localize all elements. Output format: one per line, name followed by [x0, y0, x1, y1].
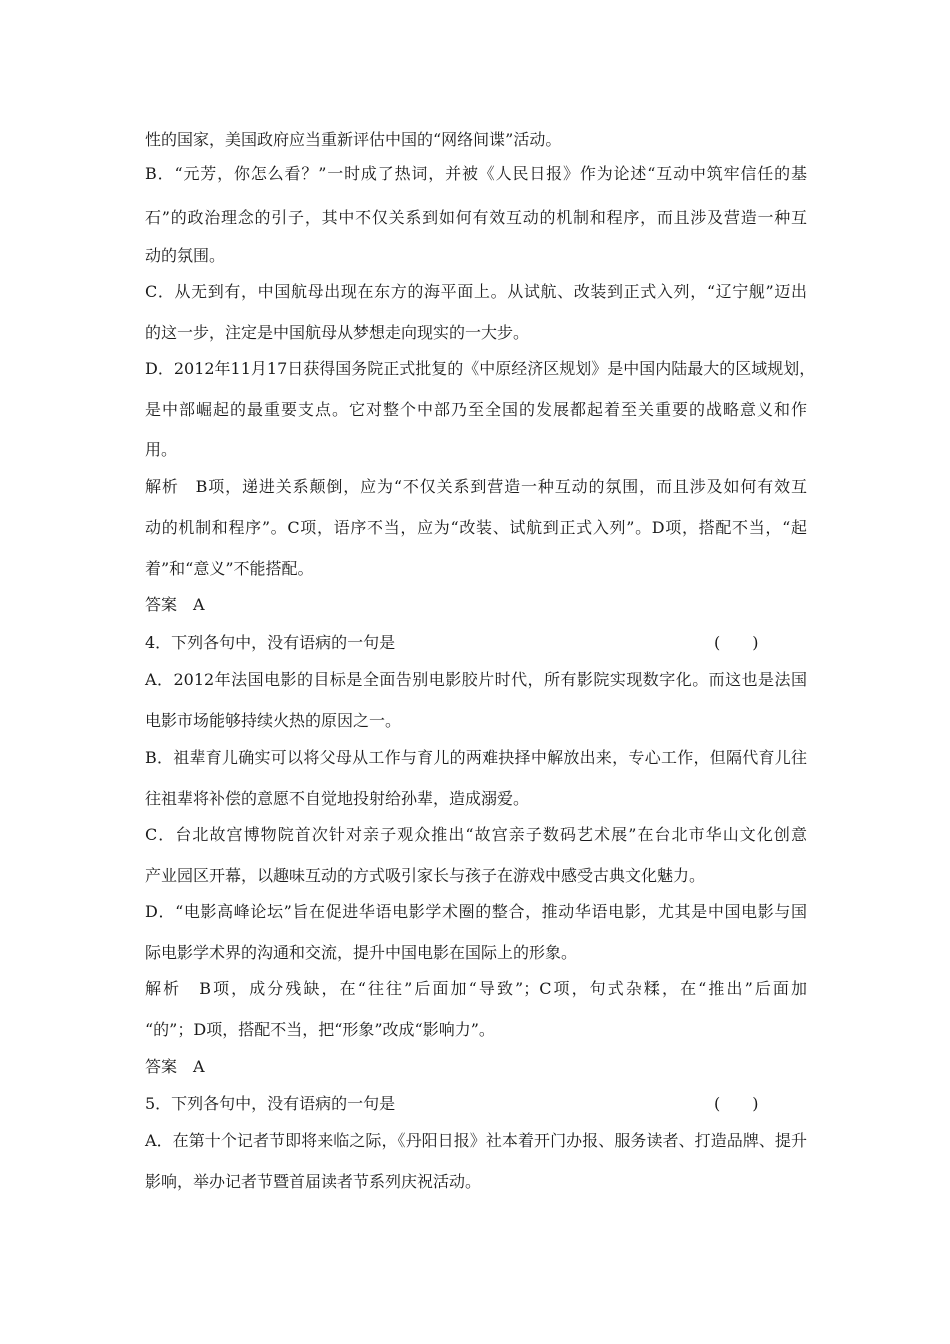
q4-option-c-line-1: C．台北故宫博物院首次针对亲子观众推出“故宫亲子数码艺术展”在台北市华山文化创意: [145, 825, 807, 844]
q4-analysis-line-1: 解析 B项，成分残缺，在“往往”后面加“导致”；C项，句式杂糅，在“推出”后面加: [145, 979, 807, 998]
q3-option-b-line-1: B．“元芳，你怎么看？”一时成了热词，并被《人民日报》作为论述“互动中筑牢信任的基: [145, 164, 807, 183]
q3-analysis-line-2: 动的机制和程序”。C项，语序不当，应为“改装、试航到正式入列”。D项，搭配不当，“起: [145, 518, 807, 537]
q4-option-c-line-2: 产业园区开幕，以趣味互动的方式吸引家长与孩子在游戏中感受古典文化魅力。: [145, 866, 706, 885]
q4-option-b-line-1: B．祖辈育儿确实可以将父母从工作与育儿的两难抉择中解放出来，专心工作，但隔代育儿往: [145, 748, 807, 767]
q5-stem: 5．下列各句中，没有语病的一句是: [145, 1094, 396, 1113]
q3-option-d-line-2: 是中部崛起的最重要支点。它对整个中部乃至全国的发展都起着至关重要的战略意义和作: [145, 400, 807, 419]
q4-answer-blank: ( ): [714, 633, 759, 652]
q3-answer: 答案 A: [145, 595, 205, 614]
q4-option-d-line-2: 际电影学术界的沟通和交流，提升中国电影在国际上的形象。: [145, 943, 578, 962]
q3-option-d-line-3: 用。: [145, 440, 178, 459]
q3-option-c-line-1: C．从无到有，中国航母出现在东方的海平面上。从试航、改装到正式入列，“辽宁舰”迈出: [145, 282, 807, 301]
q4-option-a-line-1: A．2012年法国电影的目标是全面告别电影胶片时代，所有影院实现数字化。而这也是法国: [145, 670, 807, 689]
q4-option-a-line-2: 电影市场能够持续火热的原因之一。: [145, 711, 402, 730]
q3-option-d-line-1: D．2012年11月17日获得国务院正式批复的《中原经济区规划》是中国内陆最大的区域规划，: [145, 359, 816, 378]
q3-analysis-line-3: 着”和“意义”不能搭配。: [145, 559, 314, 578]
q4-answer: 答案 A: [145, 1057, 205, 1076]
q4-option-d-line-1: D．“电影高峰论坛”旨在促进华语电影学术圈的整合，推动华语电影，尤其是中国电影与国: [145, 902, 807, 921]
q3-option-c-line-2: 的这一步，注定是中国航母从梦想走向现实的一大步。: [145, 323, 530, 342]
q3-option-a-tail: 性的国家，美国政府应当重新评估中国的“网络间谍”活动。: [145, 130, 562, 149]
q3-analysis-line-1: 解析 B项，递进关系颠倒，应为“不仅关系到营造一种互动的氛围，而且涉及如何有效互: [145, 477, 807, 496]
q5-option-a-line-1: A．在第十个记者节即将来临之际，《丹阳日报》社本着开门办报、服务读者、打造品牌、提升: [145, 1131, 807, 1150]
q4-analysis-line-2: “的”；D项，搭配不当，把“形象”改成“影响力”。: [145, 1020, 495, 1039]
q4-stem: 4．下列各句中，没有语病的一句是: [145, 633, 396, 652]
q5-answer-blank: ( ): [714, 1094, 759, 1113]
q3-option-b-line-3: 动的氛围。: [145, 246, 226, 265]
q3-option-b-line-2: 石”的政治理念的引子，其中不仅关系到如何有效互动的机制和程序，而且涉及营造一种互: [145, 208, 807, 227]
q5-option-a-line-2: 影响，举办记者节暨首届读者节系列庆祝活动。: [145, 1172, 482, 1191]
q4-option-b-line-2: 往祖辈将补偿的意愿不自觉地投射给孙辈，造成溺爱。: [145, 789, 530, 808]
